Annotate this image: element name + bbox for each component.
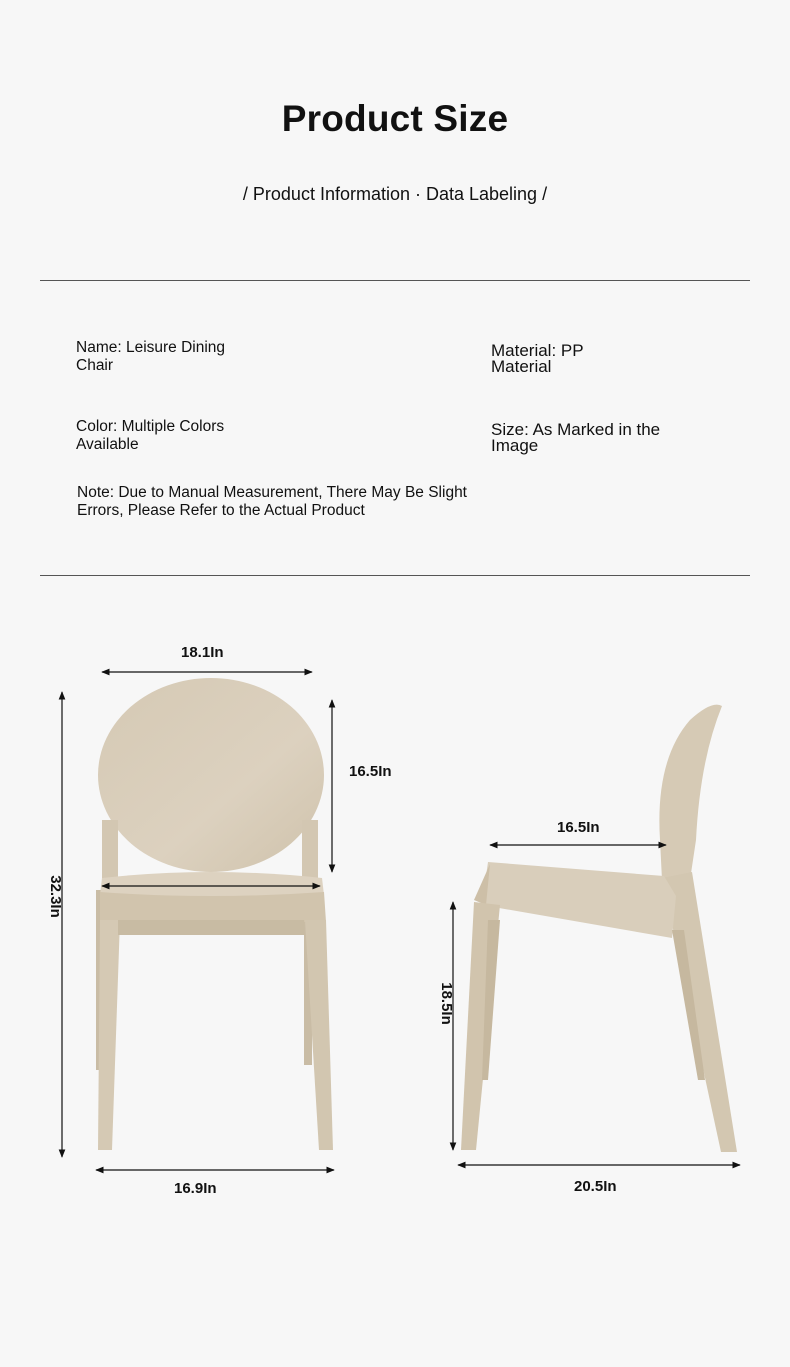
spec-name-line2: Chair — [76, 357, 114, 374]
front-chair-illustration — [96, 678, 333, 1150]
spec-color — [76, 418, 224, 454]
front-total-height-label: 32.3In — [46, 875, 64, 918]
spec-name — [76, 339, 225, 375]
front-back-height-label: 16.5In — [349, 763, 392, 780]
side-total-depth-label: 20.5In — [574, 1178, 617, 1195]
front-top-width-label: 18.1In — [181, 644, 224, 661]
side-seat-depth-label: 16.5In — [557, 819, 600, 836]
bottom-divider — [40, 575, 750, 576]
spec-size-line2: Image — [491, 436, 539, 455]
spec-material — [491, 343, 584, 375]
side-chair-illustration — [461, 705, 737, 1152]
spec-material-line1: Material: PP — [491, 341, 584, 360]
spec-color-line1: Color: Multiple Colors — [76, 418, 225, 435]
spec-color-line2: Available — [76, 436, 139, 453]
spec-note-line2: Errors, Please Refer to the Actual Product — [77, 502, 365, 519]
spec-name-line1: Name: Leisure Dining — [76, 339, 226, 356]
chair-dimension-diagram — [0, 600, 790, 1220]
top-divider — [40, 280, 750, 281]
spec-size-line1: Size: As Marked in the — [491, 420, 661, 439]
side-seat-height-label: 18.5In — [437, 982, 455, 1025]
spec-note — [77, 484, 467, 520]
spec-material-line2: Material — [491, 357, 552, 376]
spec-note-line1: Note: Due to Manual Measurement, There May Be Slight — [77, 484, 467, 501]
page-title: Product Size — [281, 98, 509, 139]
page-subtitle: / Product Information · Data Labeling / — [242, 184, 548, 204]
spec-size — [491, 422, 660, 454]
front-bottom-width-label: 16.9In — [174, 1180, 217, 1197]
